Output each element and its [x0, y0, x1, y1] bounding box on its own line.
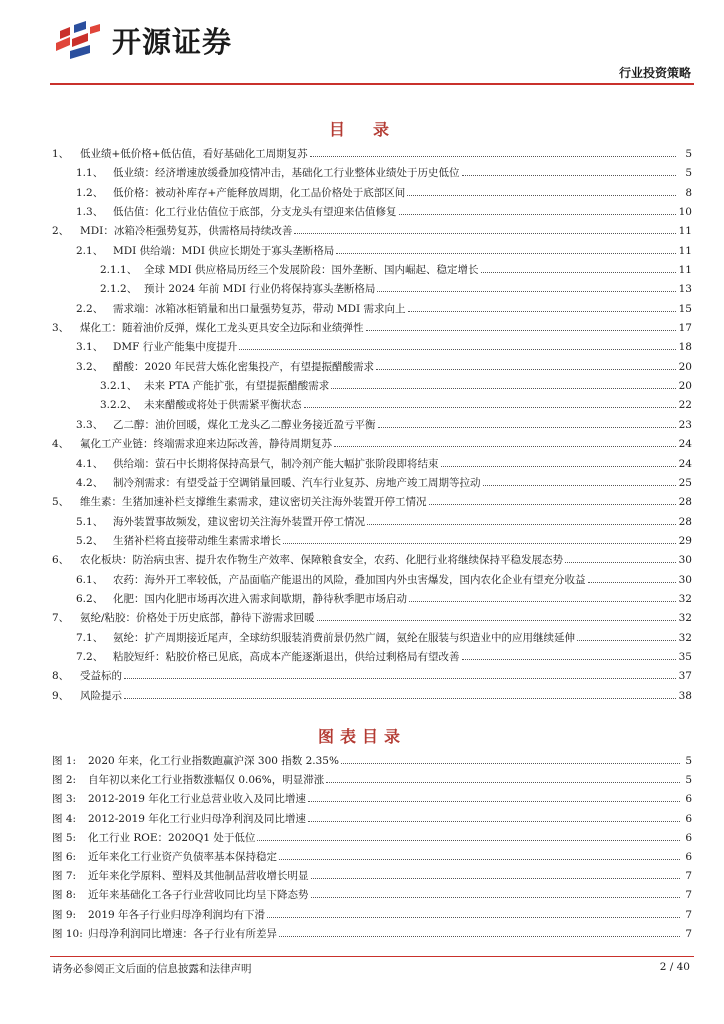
figures-heading: 图表目录	[317, 727, 406, 746]
toc-entry-page: 20	[678, 360, 692, 373]
toc-entry-title: 制冷剂需求：有望受益于空调销量回暖、汽车行业复苏、房地产竣工周期等拉动	[113, 476, 481, 489]
toc-entry-page: 32	[678, 592, 692, 605]
figure-entry-leader-dots	[279, 936, 680, 937]
toc-entry[interactable]	[52, 242, 692, 261]
toc-entry[interactable]	[52, 396, 692, 415]
toc-entry-leader-dots	[124, 698, 676, 699]
toc-entry-leader-dots	[378, 427, 677, 428]
toc-entry-title: 农化板块：防治病虫害、提升农作物生产效率、保障粮食安全，农药、化肥行业将继续保持平稳发展态势	[80, 554, 563, 567]
toc-entry-page: 35	[678, 650, 692, 663]
toc-entry[interactable]	[52, 377, 692, 396]
toc-entry-page: 15	[678, 302, 692, 315]
toc-entry[interactable]	[52, 551, 692, 570]
header-divider	[50, 83, 694, 85]
toc-entry-title: 氨纶/粘胶：价格处于历史底部，静待下游需求回暖	[80, 612, 315, 625]
figure-entry-num: 图 9:	[52, 908, 77, 921]
toc-entry-leader-dots	[565, 562, 676, 563]
figure-entry-leader-dots	[311, 878, 681, 879]
toc-entry[interactable]	[52, 203, 692, 222]
brand-name: 开源证券	[112, 25, 233, 59]
toc-entry[interactable]	[52, 455, 692, 474]
toc-entry-leader-dots	[334, 446, 676, 447]
toc-entry[interactable]	[52, 493, 692, 512]
toc-entry-title: 低价格：被动补库存+产能释放周期，化工品价格处于底部区间	[113, 186, 406, 199]
figure-entry-title: 2012-2019 年化工行业总营业收入及同比增速	[88, 793, 306, 806]
toc-entry-num: 2.2、	[76, 302, 104, 315]
figure-entry-num: 图 5:	[52, 831, 77, 844]
figure-entry-title: 2019 年各子行业归母净利润均有下滑	[88, 908, 266, 921]
figure-entry[interactable]	[52, 848, 692, 867]
brand-logo	[56, 20, 232, 61]
figure-entry-page: 6	[685, 812, 692, 825]
toc-entry-page: 37	[678, 670, 692, 683]
toc-entry-leader-dots	[407, 195, 676, 196]
figure-entry[interactable]	[52, 829, 692, 848]
toc-entry-num: 2.1、	[76, 244, 104, 257]
toc-entry-page: 28	[678, 496, 692, 509]
toc-entry-page: 23	[678, 418, 692, 431]
figure-list	[52, 752, 692, 944]
toc-entry-leader-dots	[239, 349, 676, 350]
table-of-contents	[52, 145, 692, 706]
toc-entry-page: 30	[678, 554, 692, 567]
toc-entry-leader-dots	[429, 504, 677, 505]
toc-entry-num: 3.2、	[76, 360, 104, 373]
toc-entry[interactable]	[52, 416, 692, 435]
toc-entry[interactable]	[52, 261, 692, 280]
toc-entry-page: 32	[678, 612, 692, 625]
toc-entry-page: 20	[678, 380, 692, 393]
toc-entry-page: 17	[678, 322, 692, 335]
toc-entry[interactable]	[52, 300, 692, 319]
toc-entry-title: 低业绩+低价格+低估值，看好基础化工周期复苏	[80, 148, 308, 160]
toc-entry-leader-dots	[483, 485, 677, 486]
toc-entry-num: 3.2.2、	[100, 399, 138, 412]
figure-entry-num: 图 10:	[52, 927, 83, 940]
toc-entry-title: 粘胶短纤：粘胶价格已见底，高成本产能逐渐退出，供给过剩格局有望改善	[113, 650, 460, 663]
toc-entry-leader-dots	[366, 330, 677, 331]
toc-entry-leader-dots	[588, 582, 677, 583]
toc-heading: 目 录	[328, 120, 395, 139]
figure-entry-page: 5	[685, 755, 692, 767]
toc-entry[interactable]	[52, 513, 692, 532]
toc-entry-page: 11	[678, 244, 692, 257]
toc-entry-num: 1.1、	[76, 167, 104, 180]
toc-entry-num: 3.2.1、	[100, 380, 138, 393]
figure-entry-title: 近年来化学原料、塑料及其他制品营收增长明显	[88, 870, 309, 883]
toc-entry-page: 13	[678, 283, 692, 296]
toc-entry-page: 32	[678, 631, 692, 644]
toc-entry-title: 低估值：化工行业估值位于底部，分支龙头有望迎来估值修复	[113, 206, 397, 219]
toc-entry-title: 生猪补栏将直接带动维生素需求增长	[113, 534, 281, 547]
toc-entry-title: 受益标的	[80, 670, 122, 683]
toc-entry-title: 化肥：国内化肥市场再次进入需求间歇期，静待秋季肥市场启动	[113, 592, 407, 605]
toc-entry-leader-dots	[367, 524, 676, 525]
toc-entry-title: 风险提示	[80, 689, 122, 702]
toc-entry[interactable]	[52, 609, 692, 628]
figure-entry-leader-dots	[326, 782, 680, 783]
toc-entry-leader-dots	[577, 640, 676, 641]
figure-entry[interactable]	[52, 867, 692, 886]
toc-entry-page: 24	[678, 457, 692, 470]
toc-entry-page: 22	[678, 399, 692, 412]
toc-entry-num: 7.2、	[76, 650, 104, 663]
toc-entry[interactable]	[52, 667, 692, 686]
figure-entry-num: 图 4:	[52, 812, 77, 825]
figure-entry-leader-dots	[308, 801, 680, 802]
toc-entry-num: 6、	[52, 554, 70, 567]
figure-entry-leader-dots	[341, 763, 680, 764]
toc-entry-page: 18	[678, 341, 692, 354]
toc-entry[interactable]	[52, 687, 692, 706]
toc-entry[interactable]	[52, 164, 692, 183]
figure-entry-num: 图 7:	[52, 870, 77, 883]
toc-entry-num: 8、	[52, 670, 70, 683]
figure-entry[interactable]	[52, 790, 692, 809]
toc-entry-leader-dots	[304, 407, 677, 408]
toc-entry[interactable]	[52, 145, 692, 164]
toc-entry-leader-dots	[481, 272, 677, 273]
toc-entry-num: 9、	[52, 689, 70, 702]
toc-entry-title: 供给端：萤石中长期将保持高景气，制冷剂产能大幅扩张阶段即将结束	[113, 457, 439, 470]
figure-entry-page: 7	[685, 870, 692, 883]
toc-entry-leader-dots	[283, 543, 676, 544]
figure-entry-leader-dots	[308, 821, 680, 822]
figure-entry-page: 7	[685, 889, 692, 902]
figure-entry-leader-dots	[311, 897, 681, 898]
toc-entry-page: 25	[678, 476, 692, 489]
toc-entry-leader-dots	[310, 156, 676, 157]
toc-entry[interactable]	[52, 532, 692, 551]
toc-entry-title: 煤化工：随着油价反弹，煤化工龙头更具安全边际和业绩弹性	[80, 322, 364, 335]
toc-entry-num: 2.1.2、	[100, 283, 138, 296]
toc-entry[interactable]	[52, 474, 692, 493]
figure-entry-num: 图 6:	[52, 850, 77, 863]
figure-entry[interactable]	[52, 886, 692, 905]
figure-entry-title: 归母净利润同比增速：各子行业有所差异	[88, 927, 277, 940]
report-type-label: 行业投资策略	[618, 66, 691, 80]
toc-entry-num: 1.2、	[76, 186, 104, 199]
toc-entry[interactable]	[52, 338, 692, 357]
toc-entry-num: 3.3、	[76, 418, 104, 431]
toc-entry-leader-dots	[317, 620, 676, 621]
toc-entry-num: 3、	[52, 322, 70, 335]
toc-entry-page: 29	[678, 534, 692, 547]
toc-entry-page: 11	[678, 225, 692, 238]
toc-entry-leader-dots	[462, 659, 677, 660]
figure-entry[interactable]	[52, 810, 692, 829]
figure-entry-num: 图 3:	[52, 793, 77, 806]
toc-entry-title: 醋酸：2020 年民营大炼化密集投产，有望提振醋酸需求	[113, 360, 375, 373]
toc-entry-leader-dots	[462, 175, 677, 176]
toc-entry-leader-dots	[124, 678, 676, 679]
toc-entry-title: MDI：冰箱冷柜强势复苏，供需格局持续改善	[80, 225, 293, 238]
figure-entry-title: 2012-2019 年化工行业归母净利润及同比增速	[88, 812, 306, 825]
toc-entry-num: 6.2、	[76, 592, 104, 605]
toc-entry-num: 4.1、	[76, 457, 104, 470]
figure-entry-leader-dots	[267, 917, 680, 918]
kaiyuan-logo-icon	[56, 21, 102, 61]
toc-entry-title: 未来醋酸或将处于供需紧平衡状态	[144, 399, 302, 412]
toc-entry-title: 需求端：冰箱冰柜销量和出口量强势复苏，带动 MDI 需求向上	[113, 302, 406, 315]
figure-entry[interactable]	[52, 925, 692, 944]
toc-entry[interactable]	[52, 222, 692, 241]
page-number: 2 / 40	[659, 961, 690, 973]
toc-entry-page: 38	[678, 689, 692, 702]
toc-entry-title: 农药：海外开工率较低，产品面临产能退出的风险，叠加国内外虫害爆发，国内农化企业有望充分收益	[113, 573, 586, 586]
footer-disclaimer: 请务必参阅正文后面的信息披露和法律声明	[52, 963, 252, 975]
toc-entry-page: 30	[678, 573, 692, 586]
toc-entry-title: 预计 2024 年前 MDI 行业仍将保持寡头垄断格局	[144, 283, 376, 296]
toc-entry[interactable]	[52, 435, 692, 454]
toc-entry-page: 24	[678, 438, 692, 451]
toc-entry-leader-dots	[408, 311, 677, 312]
figure-entry-page: 6	[685, 831, 692, 844]
figure-entry-num: 图 8:	[52, 889, 77, 902]
figure-entry-leader-dots	[279, 859, 680, 860]
toc-entry-num: 4.2、	[76, 476, 104, 489]
toc-entry[interactable]	[52, 319, 692, 338]
figure-entry-num: 图 1:	[52, 755, 77, 767]
toc-entry-leader-dots	[331, 388, 676, 389]
figure-entry[interactable]	[52, 906, 692, 925]
toc-entry[interactable]	[52, 358, 692, 377]
toc-entry-num: 2.1.1、	[100, 264, 138, 277]
figure-entry[interactable]	[52, 771, 692, 790]
toc-entry-title: 维生素：生猪加速补栏支撑维生素需求，建议密切关注海外装置开停工情况	[80, 496, 427, 509]
toc-entry-num: 5.1、	[76, 515, 104, 528]
toc-entry[interactable]	[52, 184, 692, 203]
figure-entry-leader-dots	[257, 840, 680, 841]
figure-entry-page: 7	[685, 927, 692, 940]
toc-entry-title: 未来 PTA 产能扩张，有望提振醋酸需求	[144, 380, 330, 393]
toc-entry-leader-dots	[441, 466, 677, 467]
toc-entry-page: 5	[685, 167, 692, 180]
toc-entry-num: 5、	[52, 496, 70, 509]
toc-entry[interactable]	[52, 280, 692, 299]
toc-entry-page: 28	[678, 515, 692, 528]
figure-entry-title: 近年来化工行业资产负债率基本保持稳定	[88, 850, 277, 863]
toc-entry-page: 8	[685, 186, 692, 199]
toc-entry-page: 10	[678, 206, 692, 219]
figure-entry-num: 图 2:	[52, 774, 77, 787]
toc-entry[interactable]	[52, 629, 692, 648]
toc-entry-title: 海外装置事故频发，建议密切关注海外装置开停工情况	[113, 515, 365, 528]
toc-entry-num: 3.1、	[76, 341, 104, 354]
toc-entry-num: 4、	[52, 438, 70, 451]
toc-entry-title: 氟化工产业链：终端需求迎来边际改善，静待周期复苏	[80, 438, 332, 451]
toc-entry-title: DMF 行业产能集中度提升	[113, 341, 238, 354]
toc-entry-page: 11	[678, 264, 692, 277]
footer-divider	[50, 956, 694, 957]
toc-entry-num: 5.2、	[76, 534, 104, 547]
figure-entry-title: 化工行业 ROE：2020Q1 处于低位	[88, 831, 256, 844]
figure-entry-title: 自年初以来化工行业指数涨幅仅 0.06%，明显滞涨	[88, 774, 325, 787]
toc-entry-leader-dots	[377, 291, 676, 292]
toc-entry-leader-dots	[336, 253, 676, 254]
toc-entry-num: 7、	[52, 612, 70, 625]
figure-entry-page: 7	[685, 908, 692, 921]
figure-entry-page: 6	[685, 850, 692, 863]
toc-entry-title: 氨纶：扩产周期接近尾声，全球纺织服装消费前景仍然广阔，氨纶在服装与织造业中的应用继续延伸	[113, 631, 575, 644]
toc-entry-title: 全球 MDI 供应格局历经三个发展阶段：国外垄断、国内崛起、稳定增长	[144, 264, 479, 277]
toc-entry[interactable]	[52, 590, 692, 609]
toc-entry-title: 乙二醇：油价回暖，煤化工龙头乙二醇业务接近盈亏平衡	[113, 418, 376, 431]
figure-entry-title: 2020 年来，化工行业指数跑赢沪深 300 指数 2.35%	[88, 755, 339, 767]
toc-entry[interactable]	[52, 648, 692, 667]
toc-entry-leader-dots	[294, 233, 676, 234]
figure-entry-title: 近年来基础化工各子行业营收同比均呈下降态势	[88, 889, 309, 902]
toc-entry-title: 低业绩：经济增速放缓叠加疫情冲击，基础化工行业整体业绩处于历史低位	[113, 167, 460, 180]
toc-entry-num: 1.3、	[76, 206, 104, 219]
toc-entry-leader-dots	[376, 369, 676, 370]
figure-entry-page: 6	[685, 793, 692, 806]
toc-entry-leader-dots	[409, 601, 676, 602]
toc-entry-num: 7.1、	[76, 631, 104, 644]
toc-entry-title: MDI 供给端：MDI 供应长期处于寡头垄断格局	[113, 244, 335, 257]
toc-entry-page: 5	[685, 148, 692, 160]
figure-entry[interactable]	[52, 752, 692, 771]
page-header	[0, 0, 724, 90]
toc-entry[interactable]	[52, 571, 692, 590]
figure-entry-page: 5	[685, 774, 692, 787]
toc-entry-num: 6.1、	[76, 573, 104, 586]
toc-entry-num: 2、	[52, 225, 70, 238]
toc-entry-leader-dots	[399, 214, 677, 215]
toc-entry-num: 1、	[52, 148, 70, 160]
